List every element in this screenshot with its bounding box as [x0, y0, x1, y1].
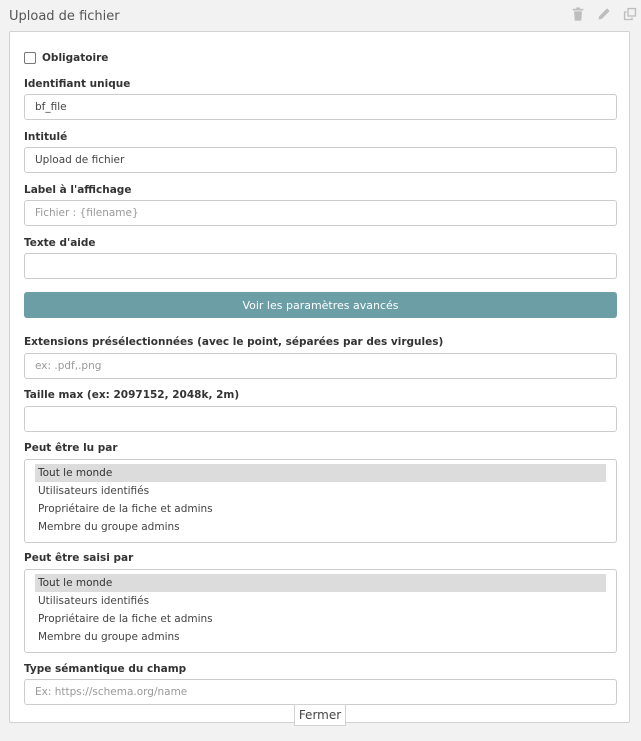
saisi-option-1[interactable]: Utilisateurs identifiés — [38, 595, 150, 607]
intitule-input[interactable]: Upload de fichier — [24, 147, 617, 173]
intitule-label: Intitulé — [24, 131, 68, 143]
close-button[interactable]: Fermer — [294, 704, 346, 726]
affichage-input[interactable]: Fichier : {filename} — [24, 200, 617, 226]
semantique-input[interactable]: Ex: https://schema.org/name — [24, 679, 617, 705]
delete-button[interactable] — [567, 4, 589, 24]
aide-input[interactable] — [24, 253, 617, 279]
obligatoire-label: Obligatoire — [42, 52, 109, 64]
extensions-label: Extensions présélectionnées (avec le point, séparées par des virgules) — [24, 336, 444, 348]
field-header — [0, 0, 641, 31]
extensions-input[interactable]: ex: .pdf,.png — [24, 353, 617, 379]
trash-icon — [571, 7, 585, 21]
lu-label: Peut être lu par — [24, 442, 118, 454]
id-input[interactable]: bf_file — [24, 94, 617, 120]
pencil-icon — [597, 7, 611, 21]
field-title: Upload de fichier — [9, 9, 120, 24]
saisi-option-3[interactable]: Membre du groupe admins — [38, 631, 180, 643]
lu-option-3[interactable]: Membre du groupe admins — [38, 521, 180, 533]
field-settings-panel — [9, 31, 630, 723]
advanced-settings-button[interactable]: Voir les paramètres avancés — [24, 292, 617, 318]
field-actions — [567, 4, 641, 24]
edit-button[interactable] — [593, 4, 615, 24]
taille-input[interactable] — [24, 406, 617, 432]
saisi-option-0[interactable]: Tout le monde — [35, 574, 606, 592]
lu-select[interactable] — [24, 459, 617, 543]
duplicate-button[interactable] — [619, 4, 641, 24]
aide-label: Texte d'aide — [24, 237, 96, 249]
lu-option-0[interactable]: Tout le monde — [35, 464, 606, 482]
saisi-option-2[interactable]: Propriétaire de la fiche et admins — [38, 613, 213, 625]
saisi-select[interactable] — [24, 569, 617, 653]
saisi-label: Peut être saisi par — [24, 552, 134, 564]
obligatoire-checkbox[interactable] — [24, 52, 36, 64]
taille-label: Taille max (ex: 2097152, 2048k, 2m) — [24, 389, 240, 401]
lu-option-2[interactable]: Propriétaire de la fiche et admins — [38, 503, 213, 515]
id-label: Identifiant unique — [24, 78, 131, 90]
affichage-label: Label à l'affichage — [24, 184, 132, 196]
obligatoire-row — [24, 52, 108, 64]
lu-option-1[interactable]: Utilisateurs identifiés — [38, 485, 150, 497]
copy-icon — [623, 7, 637, 21]
semantique-label: Type sémantique du champ — [24, 663, 187, 675]
